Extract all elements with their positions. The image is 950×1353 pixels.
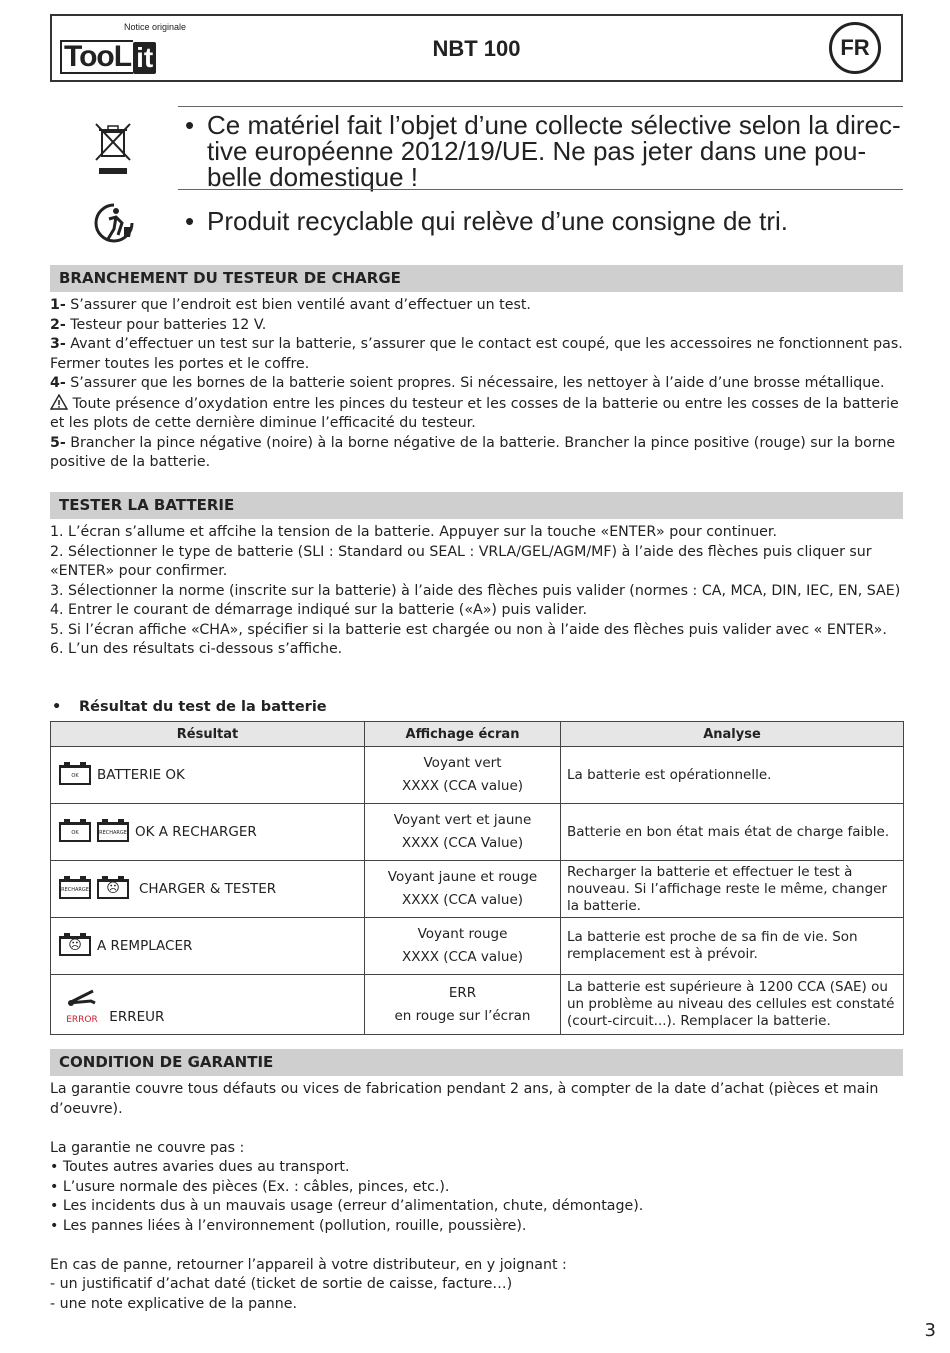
table-row: OK RECHARGE OK A RECHARGER Voyant vert et jaune XXXX (CCA Value) Batterie en bon état mais état de charge faible. xyxy=(51,804,904,861)
product-title: NBT 100 xyxy=(432,36,521,61)
warning-item: Toute présence d’oxydation entre les pinces du testeur et les cosses de la batterie ou entre les cosses de la batterie et les plots de cette dernière diminue l’efficacité du testeur. xyxy=(50,395,899,431)
list-item: • Les pannes liées à l’environnement (pollution, rouille, poussière). xyxy=(50,1217,527,1234)
step-item: 5- Brancher la pince négative (noire) à la borne négative de la batterie. Brancher la pince positive (rouge) sur la borne positive de la batterie. xyxy=(50,434,896,470)
crossed-bin-icon xyxy=(92,118,136,178)
eco-notice-1: • Ce matériel fait l’objet d’une collecte sélective selon la direc- tive européenne 2012/19/UE. Ne pas jeter dans une pou- belle domestique ! xyxy=(185,110,901,192)
recycle-person-icon xyxy=(94,201,136,245)
battery-sad-icon: ☹ xyxy=(97,879,129,899)
results-table xyxy=(50,721,904,1035)
step-item: 1- S’assurer que l’endroit est bien ventilé avant d’effectuer un test. xyxy=(50,297,531,313)
column-header: Affichage écran xyxy=(365,722,561,747)
column-header: Résultat xyxy=(51,722,365,747)
table-row: ☹ A REMPLACER Voyant rouge XXXX (CCA value) La batterie est proche de sa fin de vie. Son remplacement est à prévoir. xyxy=(51,918,904,975)
clamp-icon xyxy=(67,989,97,1011)
divider xyxy=(178,189,903,190)
step-item: 3. Sélectionner la norme (inscrite sur la batterie) à l’aide des flèches puis valider (normes : CA, MCA, DIN, IEC, EN, SAE) xyxy=(50,582,901,599)
error-tag: ERROR xyxy=(66,1014,98,1025)
page-number: 3 xyxy=(924,1320,936,1341)
toolit-logo: TooL it xyxy=(60,38,156,74)
page-header xyxy=(50,14,903,82)
eco-notice-2: • Produit recyclable qui relève d’une consigne de tri. xyxy=(185,206,789,236)
section-title-garantie: CONDITION DE GARANTIE xyxy=(50,1049,903,1076)
table-row: RECHARGE ☹ CHARGER & TESTER Voyant jaune et rouge XXXX (CCA value) Recharger la batterie et effectuer le test à nouveau. Si l’affichage reste le même, changer la batterie. xyxy=(51,861,904,918)
warning-icon xyxy=(50,394,68,410)
step-item: 2. Sélectionner le type de batterie (SLI : Standard ou SEAL : VRLA/GEL/AGM/MF) à l’aide des flèches puis cliquer sur «ENTER» pour confirmer. xyxy=(50,543,872,579)
branchement-steps xyxy=(50,296,906,473)
step-item: 5. Si l’écran affiche «CHA», spécifier si la batterie est chargée ou non à l’aide des flèches puis valider avec « ENTER». xyxy=(50,621,887,638)
battery-recharge-icon: RECHARGE xyxy=(97,822,129,842)
list-item: - un justificatif d’achat daté (ticket de sortie de caisse, facture…) xyxy=(50,1276,513,1292)
list-item: • Toutes autres avaries dues au transport. xyxy=(50,1159,350,1175)
step-item: 4- S’assurer que les bornes de la batterie soient propres. Si nécessaire, les nettoyer à l’aide d’une brosse métallique. xyxy=(50,375,885,391)
table-row: ERROR ERREUR ERR en rouge sur l’écran La batterie est supérieure à 1200 CCA (SAE) ou un problème au niveau des cellules est constaté (court-circuit...). Remplacer la batterie. xyxy=(51,975,904,1035)
step-item: 1. L’écran s’allume et affcihe la tension de la batterie. Appuyer sur la touche «ENTER» pour continuer. xyxy=(50,524,777,540)
section-title-tester: TESTER LA BATTERIE xyxy=(50,492,903,519)
list-item: - une note explicative de la panne. xyxy=(50,1295,298,1312)
battery-ok-icon: OK xyxy=(59,765,91,785)
column-header: Analyse xyxy=(561,722,904,747)
step-item: 4. Entrer le courant de démarrage indiqué sur la batterie («A») puis valider. xyxy=(50,602,588,618)
notice-label: Notice originale xyxy=(124,22,187,32)
results-title: • Résultat du test de la batterie xyxy=(52,699,327,715)
language-badge: FR xyxy=(829,22,881,74)
battery-sad-icon: ☹ xyxy=(59,936,91,956)
garantie-text: La garantie couvre tous défauts ou vices de fabrication pendant 2 ans, à compter de la date d’achat (pièces et main d’oeuvre). La garantie ne couvre pas : • Toutes autres avaries dues au transport. • L’usure normale des pièces (Ex. : câbles, pinces, etc.). • Les incidents dus à un mauvais usage (erreur d’alimentation, chute, démontage). • Les pannes liées à l’environnement (pollution, rouille, poussière). En cas de panne, retourner l’appareil à votre distributeur, en y joignant : - un justificatif d’achat daté (ticket de sortie de caisse, facture…) - une note explicative de la panne. xyxy=(50,1080,906,1314)
step-item: 6. L’un des résultats ci-dessous s’affiche. xyxy=(50,641,343,657)
step-item: 2- Testeur pour batteries 12 V. xyxy=(50,316,267,333)
step-item: 3- Avant d’effectuer un test sur la batterie, s’assurer que le contact est coupé, que les accessoires ne fonctionnent pas. Fermer toutes les portes et le coffre. xyxy=(50,336,903,372)
list-item: • L’usure normale des pièces (Ex. : câbles, pinces, etc.). xyxy=(50,1178,450,1195)
section-title-branchement: BRANCHEMENT DU TESTEUR DE CHARGE xyxy=(50,265,903,292)
tester-steps xyxy=(50,523,906,660)
list-item: • Les incidents dus à un mauvais usage (erreur d’alimentation, chute, démontage). xyxy=(50,1198,644,1214)
divider xyxy=(178,106,903,107)
battery-recharge-icon: RECHARGE xyxy=(59,879,91,899)
battery-ok-icon: OK xyxy=(59,822,91,842)
table-row: OK BATTERIE OK Voyant vert XXXX (CCA value) La batterie est opérationnelle. xyxy=(51,747,904,804)
